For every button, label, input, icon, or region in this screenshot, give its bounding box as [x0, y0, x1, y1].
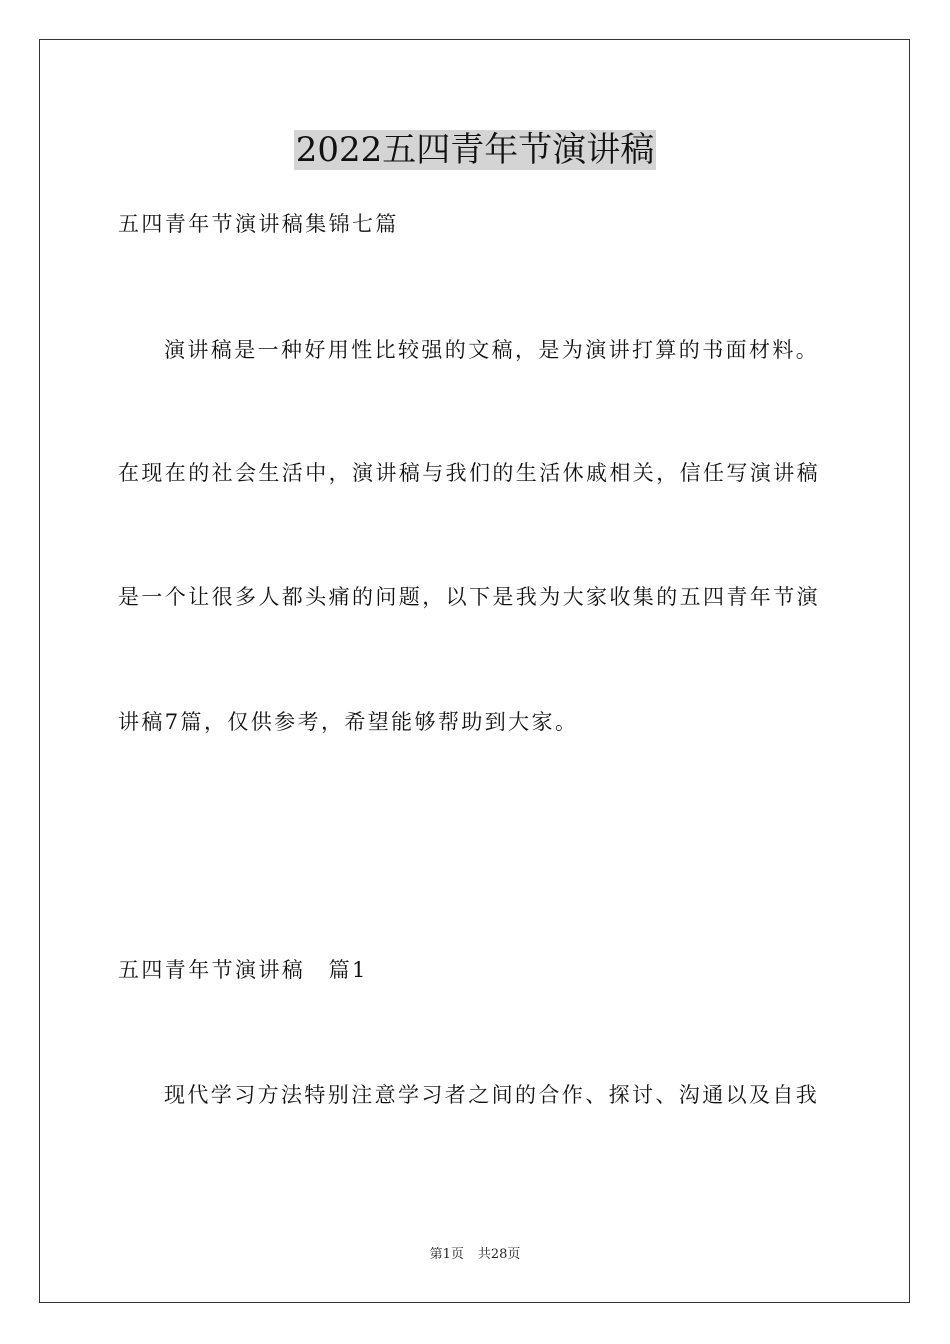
section-heading: 五四青年节演讲稿 篇1: [118, 958, 368, 982]
page-total: 共28页: [477, 1247, 521, 1262]
document-title: [0, 128, 950, 172]
paragraph-line: 演讲稿是一种好用性比较强的文稿，是为演讲打算的书面材料。: [164, 338, 820, 362]
page-footer: [0, 1246, 950, 1264]
document-subtitle: 五四青年节演讲稿集锦七篇: [118, 212, 399, 236]
paragraph-line: 在现在的社会生活中，演讲稿与我们的生活休戚相关，信任写演讲稿: [118, 461, 820, 485]
paragraph-line: 讲稿7篇，仅供参考，希望能够帮助到大家。: [118, 710, 579, 734]
document-title-text: 2022五四青年节演讲稿: [295, 130, 655, 170]
page-number: 第1页: [429, 1247, 464, 1262]
paragraph-line: 是一个让很多人都头痛的问题，以下是我为大家收集的五四青年节演: [118, 585, 820, 609]
paragraph-line: 现代学习方法特别注意学习者之间的合作、探讨、沟通以及自我: [164, 1083, 820, 1107]
